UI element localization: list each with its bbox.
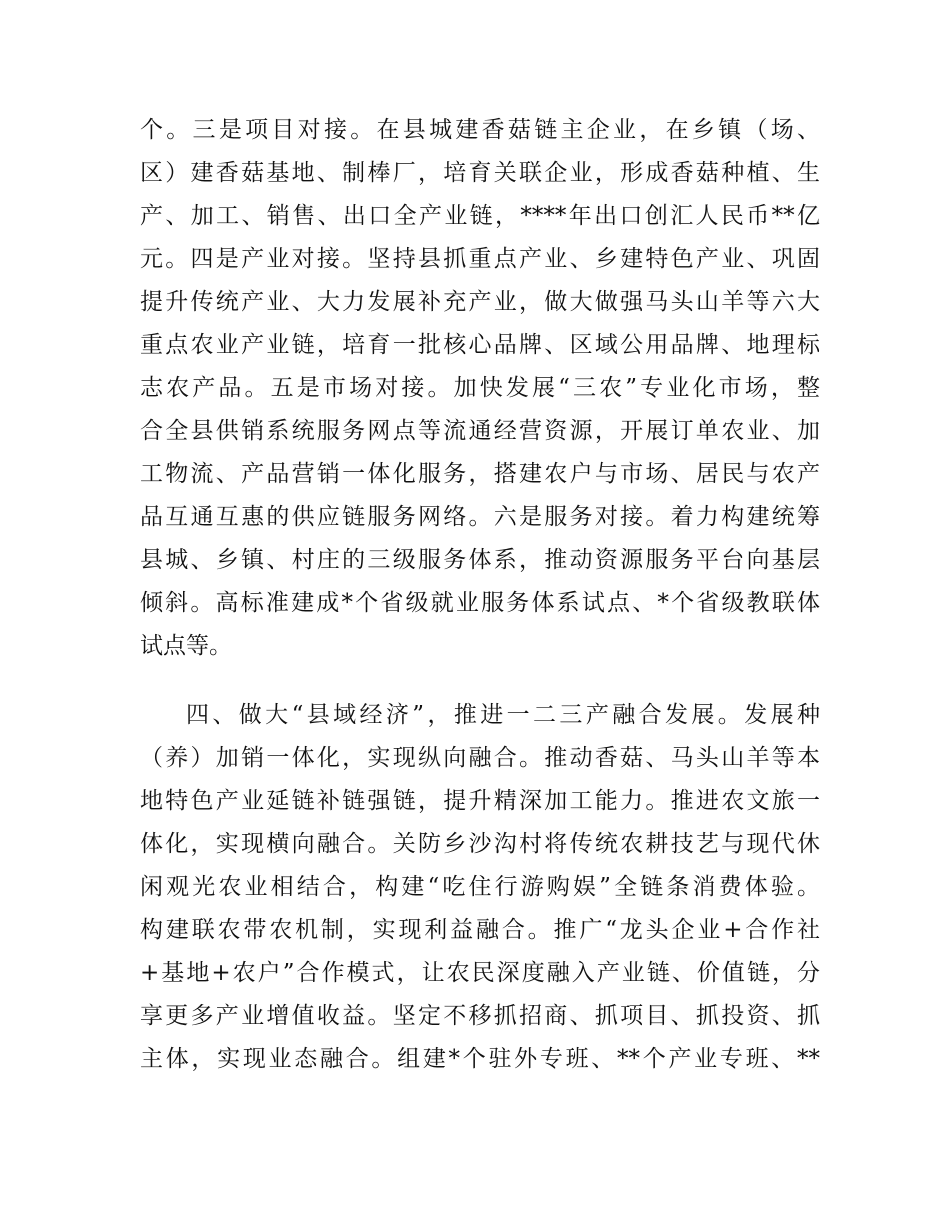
paragraph-line: 提升传统产业、大力发展补充产业，做大做强马头山羊等六大: [140, 289, 820, 315]
paragraph-line: 构建联农带农机制，实现利益融合。推广“龙头企业+合作社: [140, 917, 820, 943]
paragraph-line: 合全县供销系统服务网点等流通经营资源，开展订单农业、加: [140, 418, 820, 444]
paragraph-line: +基地+农户”合作模式，让农民深度融入产业链、价值链，分: [140, 960, 820, 986]
paragraph-line: 个。三是项目对接。在县城建香菇链主企业，在乡镇（场、: [140, 117, 820, 143]
paragraph-line: 地特色产业延链补链强链，提升精深加工能力。推进农文旅一: [140, 788, 820, 814]
paragraph-line: 倾斜。高标准建成*个省级就业服务体系试点、*个省级教联体: [140, 590, 820, 616]
paragraph-line: 闲观光农业相结合，构建“吃住行游购娱”全链条消费体验。: [140, 874, 820, 900]
paragraph-line: 志农产品。五是市场对接。加快发展“三农”专业化市场，整: [140, 375, 820, 401]
paragraph-line: 重点农业产业链，培育一批核心品牌、区域公用品牌、地理标: [140, 332, 820, 358]
paragraph-line: 体化，实现横向融合。关防乡沙沟村将传统农耕技艺与现代休: [140, 831, 820, 857]
paragraph-line: 试点等。: [140, 633, 232, 659]
paragraph-line: 享更多产业增值收益。坚定不移抓招商、抓项目、抓投资、抓: [140, 1003, 820, 1029]
paragraph-line: 四、做大“县域经济”，推进一二三产融合发展。发展种: [186, 702, 820, 728]
paragraph-line: 工物流、产品营销一体化服务，搭建农户与市场、居民与农产: [140, 461, 820, 487]
paragraph-line: 区）建香菇基地、制棒厂，培育关联企业，形成香菇种植、生: [140, 160, 820, 186]
paragraph-line: 产、加工、销售、出口全产业链，****年出口创汇人民币**亿: [140, 203, 820, 229]
paragraph-line: 元。四是产业对接。坚持县抓重点产业、乡建特色产业、巩固: [140, 246, 820, 272]
paragraph-line: 县城、乡镇、村庄的三级服务体系，推动资源服务平台向基层: [140, 547, 820, 573]
paragraph-line: （养）加销一体化，实现纵向融合。推动香菇、马头山羊等本: [140, 745, 820, 771]
paragraph-line: 主体，实现业态融合。组建*个驻外专班、**个产业专班、**: [140, 1046, 820, 1072]
paragraph-line: 品互通互惠的供应链服务网络。六是服务对接。着力构建统筹: [140, 504, 820, 530]
